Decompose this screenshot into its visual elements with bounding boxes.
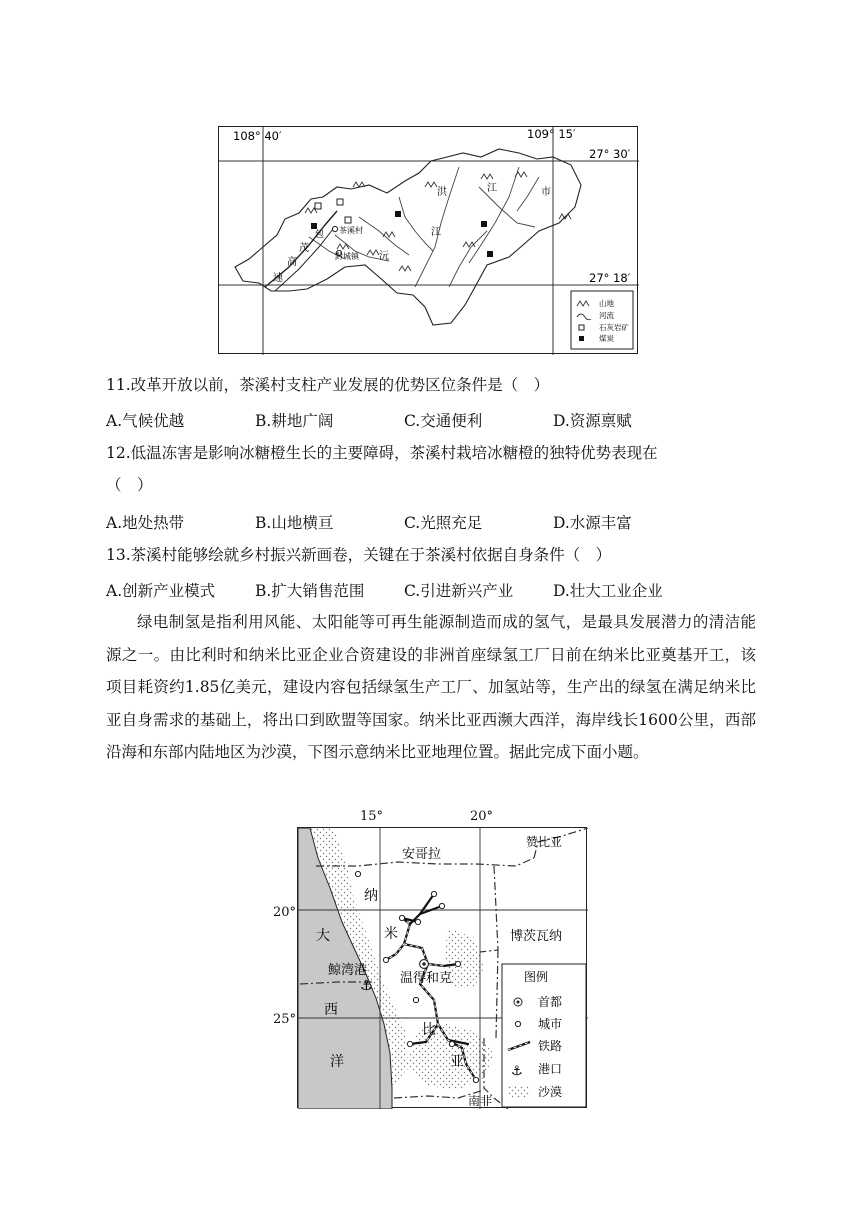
label-qiancheng: 黔城镇	[335, 252, 359, 261]
namibia-map	[297, 827, 587, 1108]
q12-option-c[interactable]: C.光照充足	[404, 514, 483, 532]
chaxi-map-svg	[219, 127, 639, 355]
label-jiang1: 江	[487, 183, 497, 194]
q11-option-b[interactable]: B.耕地广阔	[255, 412, 334, 430]
label-xi: 西	[324, 1002, 338, 1018]
lat-bottom-label: 27° 18′	[589, 271, 631, 285]
question-12-stem-line1: 12.低温冻害是影响冰糖橙生长的主要障碍，茶溪村栽培冰糖橙的独特优势表现在	[106, 444, 658, 462]
legend-capital: 首都	[538, 995, 563, 1009]
label-walvis-bay: 鲸湾港	[328, 963, 368, 978]
legend-limestone: 石灰岩矿	[599, 323, 629, 332]
label-botswana: 博茨瓦纳	[510, 929, 563, 944]
legend-anchor-icon: ⚓	[511, 1064, 523, 1079]
legend-desert: 沙漠	[538, 1085, 563, 1099]
chaxi-map	[218, 126, 638, 354]
legend-river: 河流	[599, 311, 614, 320]
label-da: 大	[316, 928, 330, 944]
label-jiang2: 江	[431, 227, 441, 238]
q11-option-c[interactable]: C.交通便利	[404, 412, 483, 430]
lat-20-label: 20°	[273, 905, 297, 920]
legend-coal: 煤炭	[599, 334, 614, 343]
label-mi: 米	[384, 926, 398, 942]
lon-left-label: 108° 40′	[233, 129, 282, 143]
question-11-stem: 11.改革开放以前，茶溪村支柱产业发展的优势区位条件是（ ）	[106, 376, 550, 394]
label-hong: 洪	[437, 187, 447, 198]
q12-option-b[interactable]: B.山地横亘	[255, 514, 334, 532]
label-gao: 高	[287, 257, 297, 268]
label-yang: 洋	[330, 1054, 344, 1070]
map2-legend	[502, 964, 586, 1107]
q11-option-d[interactable]: D.资源禀赋	[553, 412, 632, 430]
lat-25-label: 25°	[273, 1012, 297, 1027]
label-angola: 安哥拉	[402, 847, 442, 862]
q13-option-b[interactable]: B.扩大销售范围	[255, 582, 365, 600]
label-ya: 亚	[450, 1054, 464, 1070]
label-mao: 茂	[299, 243, 309, 254]
legend-city: 城市	[538, 1017, 563, 1031]
label-su: 速	[273, 273, 283, 284]
legend-port: 港口	[538, 1062, 563, 1076]
label-yuan: 沅	[379, 251, 389, 262]
label-shi: 市	[541, 187, 551, 198]
q12-option-d[interactable]: D.水源丰富	[553, 514, 632, 532]
q13-option-a[interactable]: A.创新产业模式	[106, 582, 216, 600]
label-zambia: 赞比亚	[526, 835, 563, 849]
label-windhoek: 温得和克	[400, 971, 453, 986]
lat-top-label: 27° 30′	[589, 147, 631, 161]
question-13-stem: 13.茶溪村能够绘就乡村振兴新画卷，关键在于茶溪村依据自身条件（ ）	[106, 546, 612, 564]
q11-option-a[interactable]: A.气候优越	[106, 412, 185, 430]
region-boundary	[235, 149, 581, 325]
question-12-stem-line2: （ ）	[106, 476, 153, 494]
legend-railway: 铁路	[538, 1039, 563, 1053]
namibia-map-svg	[298, 828, 588, 1109]
label-chaxi: 茶溪村	[339, 226, 363, 235]
port-anchor-icon: ⚓	[360, 978, 373, 994]
lon-15-label: 15°	[360, 809, 384, 824]
q13-option-d[interactable]: D.壮大工业企业	[553, 582, 663, 600]
legend-title: 图例	[524, 970, 549, 984]
map1-legend	[571, 291, 633, 349]
lon-20-label: 20°	[470, 809, 494, 824]
legend-mountain: 山地	[599, 299, 614, 308]
lon-right-label: 109° 15′	[527, 127, 576, 141]
label-bao: 包	[315, 230, 325, 240]
label-bi: 比	[422, 1022, 436, 1038]
label-south-africa: 南非	[468, 1094, 493, 1108]
q12-option-a[interactable]: A.地处热带	[106, 514, 185, 532]
q13-option-c[interactable]: C.引进新兴产业	[404, 582, 514, 600]
label-na: 纳	[364, 888, 378, 904]
passage-text: 绿电制氢是指利用风能、太阳能等可再生能源制造而成的氢气，是最具发展潜力的清洁能源之一。由比利时和纳米比亚企业合资建设的非洲首座绿氢工厂日前在纳米比亚奠基开工，该项目耗资约1.85亿美元，建设内容包括绿氢生产工厂、加氢站等，生产出的绿氢在满足纳米比亚自身需求的基础上，将出口到欧盟等国家。纳米比亚西濒大西洋，海岸线长1600公里，西部沿海和东部内陆地区为沙漠，下图示意纳米比亚地理位置。据此完成下面小题。	[106, 613, 756, 761]
